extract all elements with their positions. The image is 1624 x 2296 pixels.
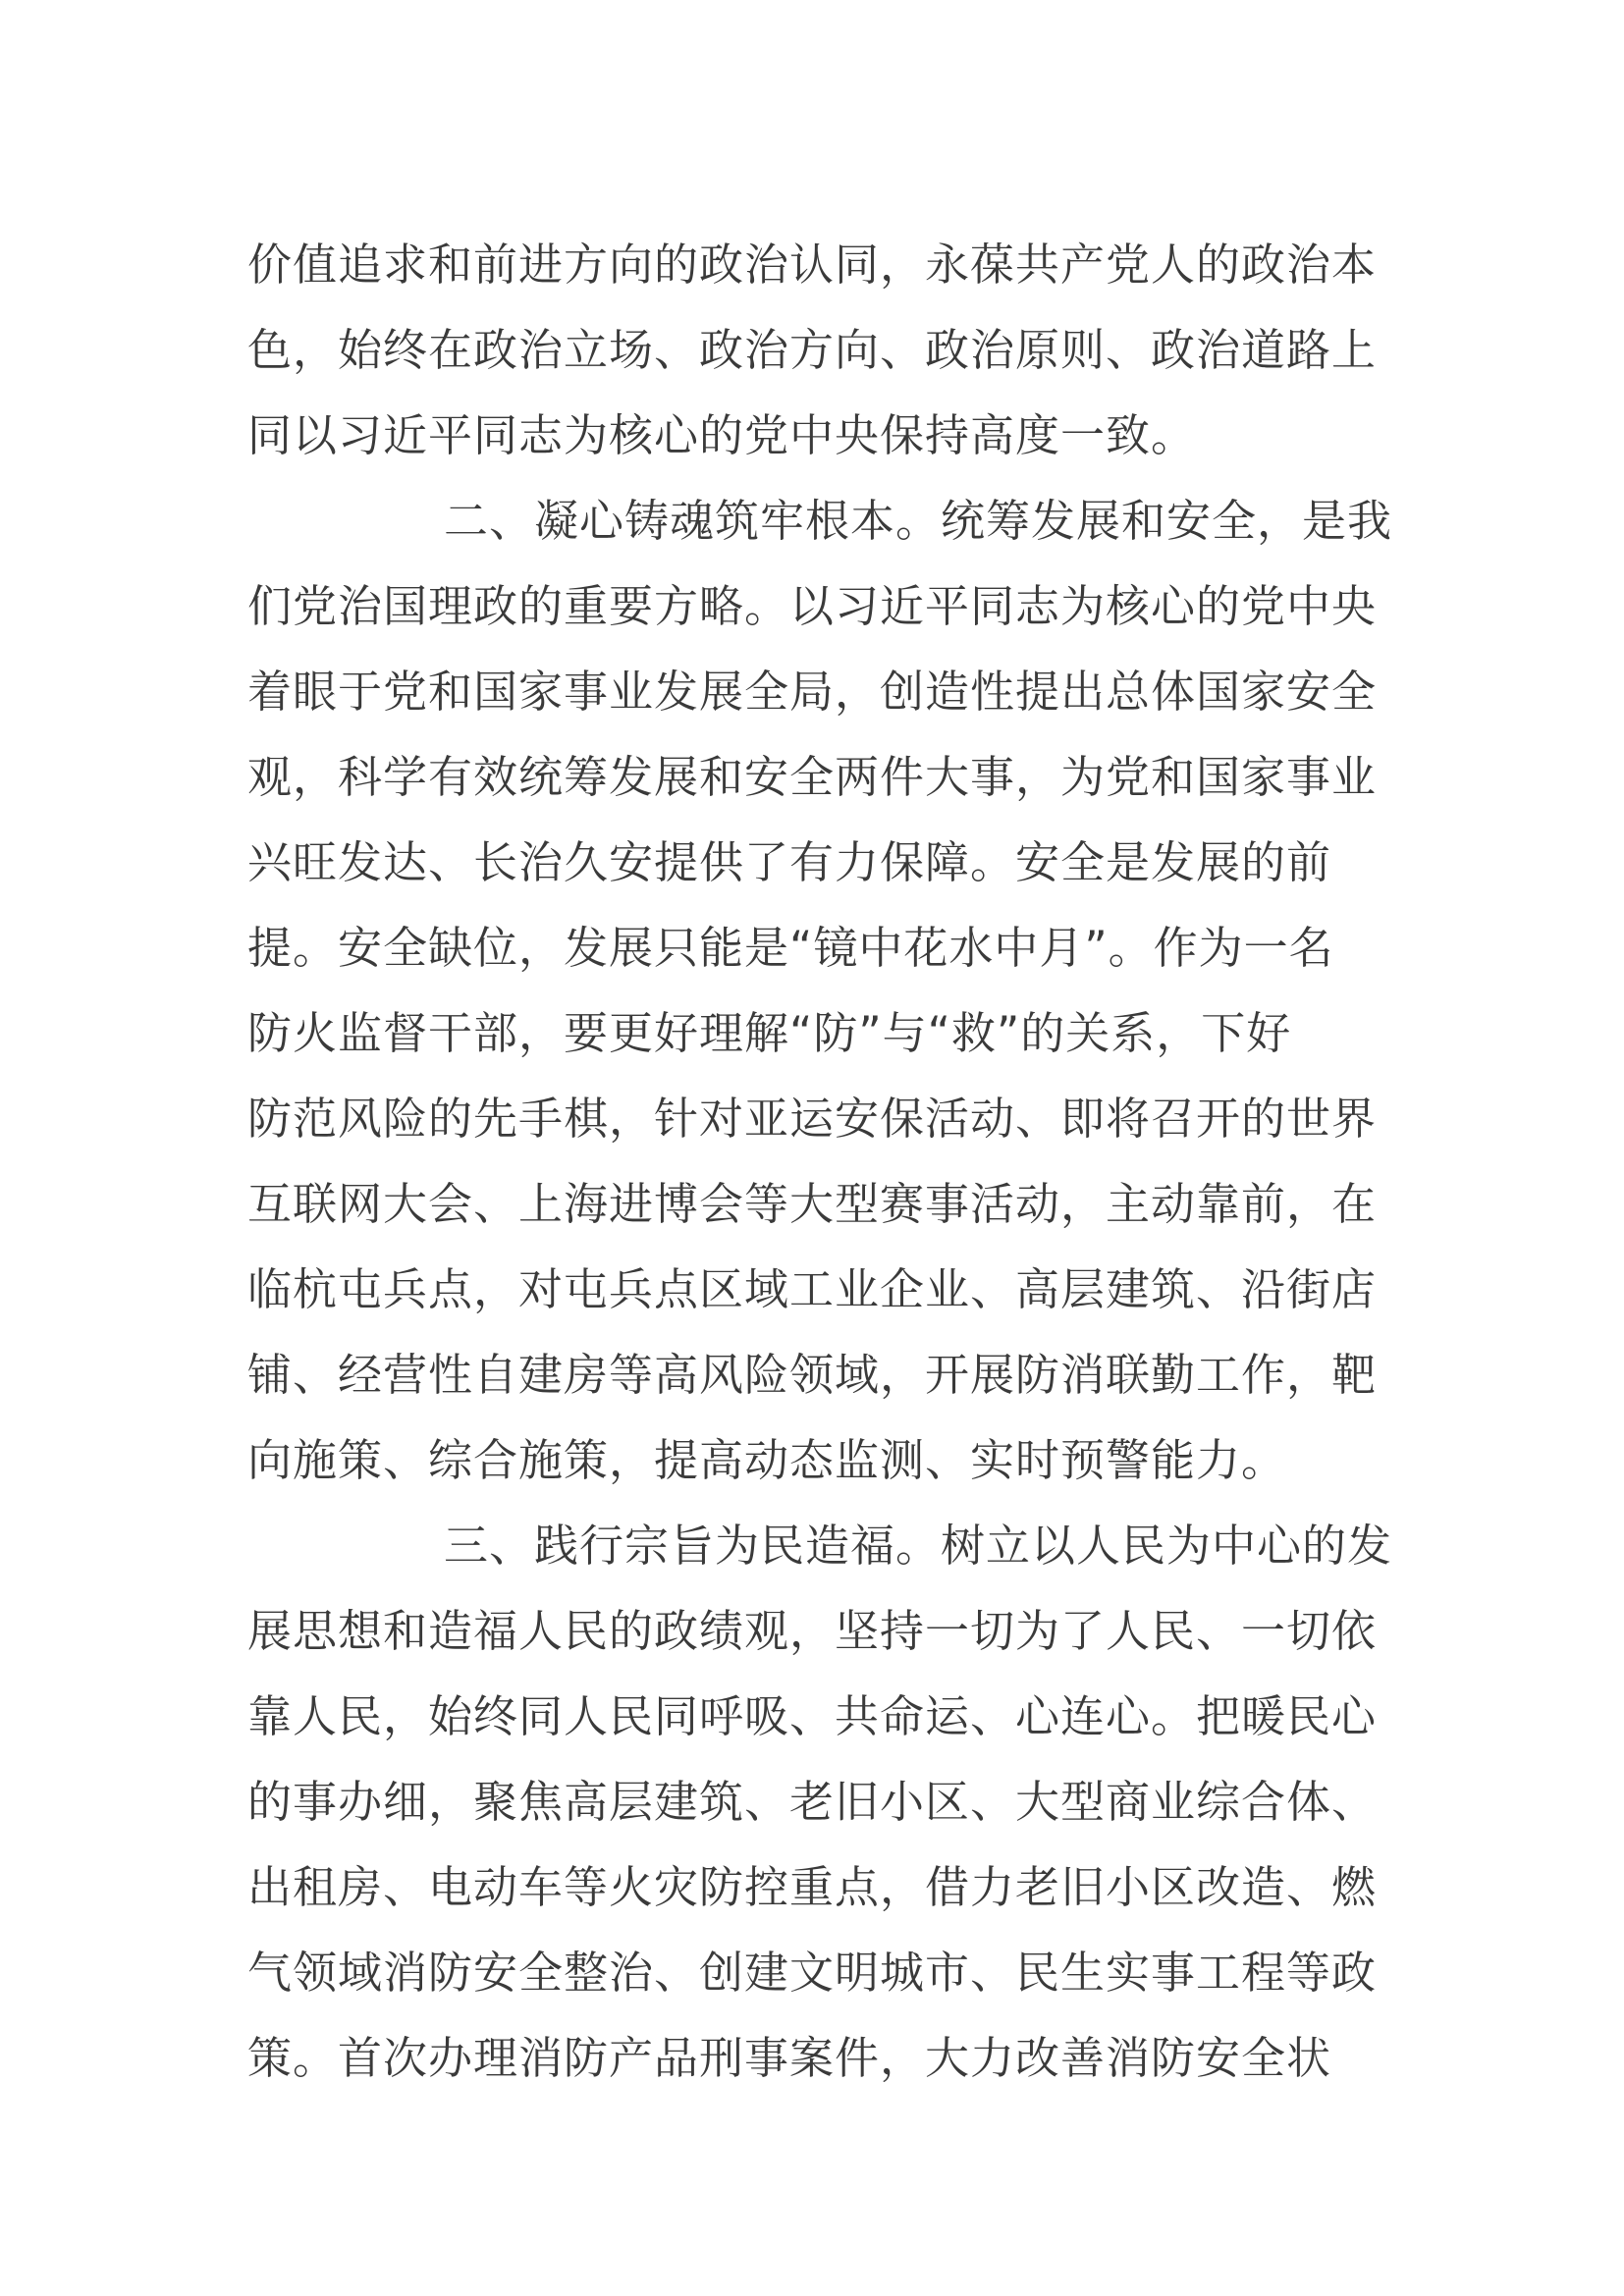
text-line: 色，始终在政治立场、政治方向、政治原则、政治道路上: [247, 324, 1378, 376]
text-line: 临杭屯兵点，对屯兵点区域工业企业、高层建筑、沿街店: [247, 1263, 1378, 1315]
text-line: 策。首次办理消防产品刑事案件，大力改善消防安全状: [247, 2032, 1332, 2084]
text-line: 价值追求和前进方向的政治认同，永葆共产党人的政治本: [247, 239, 1378, 291]
text-line: 兴旺发达、长治久安提供了有力保障。安全是发展的前: [247, 836, 1332, 888]
text-line: 同以习近平同志为核心的党中央保持高度一致。: [247, 409, 1197, 461]
text-line: 的事办细，聚焦高层建筑、老旧小区、大型商业综合体、: [247, 1776, 1378, 1828]
text-line: 互联网大会、上海进博会等大型赛事活动，主动靠前，在: [247, 1178, 1378, 1230]
section-heading-line: 三、践行宗旨为民造福。树立以人民为中心的发: [444, 1520, 1393, 1572]
text-line: 们党治国理政的重要方略。以习近平同志为核心的党中央: [247, 580, 1378, 632]
text-line: 向施策、综合施策，提高动态监测、实时预警能力。: [247, 1434, 1287, 1486]
text-line: 着眼于党和国家事业发展全局，创造性提出总体国家安全: [247, 666, 1378, 718]
text-line: 提。安全缺位，发展只能是“镜中花水中月”。作为一名: [247, 922, 1334, 974]
text-line: 防范风险的先手棋，针对亚运安保活动、即将召开的世界: [247, 1093, 1378, 1145]
body-text: [247, 222, 1393, 2101]
text-line: 靠人民，始终同人民同呼吸、共命运、心连心。把暖民心: [247, 1690, 1378, 1742]
text-line: 出租房、电动车等火灾防控重点，借力老旧小区改造、燃: [247, 1861, 1378, 1913]
section-heading-line: 二、凝心铸魂筑牢根本。统筹发展和安全，是我: [444, 495, 1393, 547]
text-line: 观，科学有效统筹发展和安全两件大事，为党和国家事业: [247, 751, 1378, 803]
text-line: 展思想和造福人民的政绩观，坚持一切为了人民、一切依: [247, 1605, 1378, 1657]
text-line: 气领域消防安全整治、创建文明城市、民生实事工程等政: [247, 1947, 1378, 1999]
text-line: 防火监督干部，要更好理解“防”与“救”的关系，下好: [247, 1007, 1292, 1059]
text-line: 铺、经营性自建房等高风险领域，开展防消联勤工作，靶: [247, 1349, 1378, 1401]
